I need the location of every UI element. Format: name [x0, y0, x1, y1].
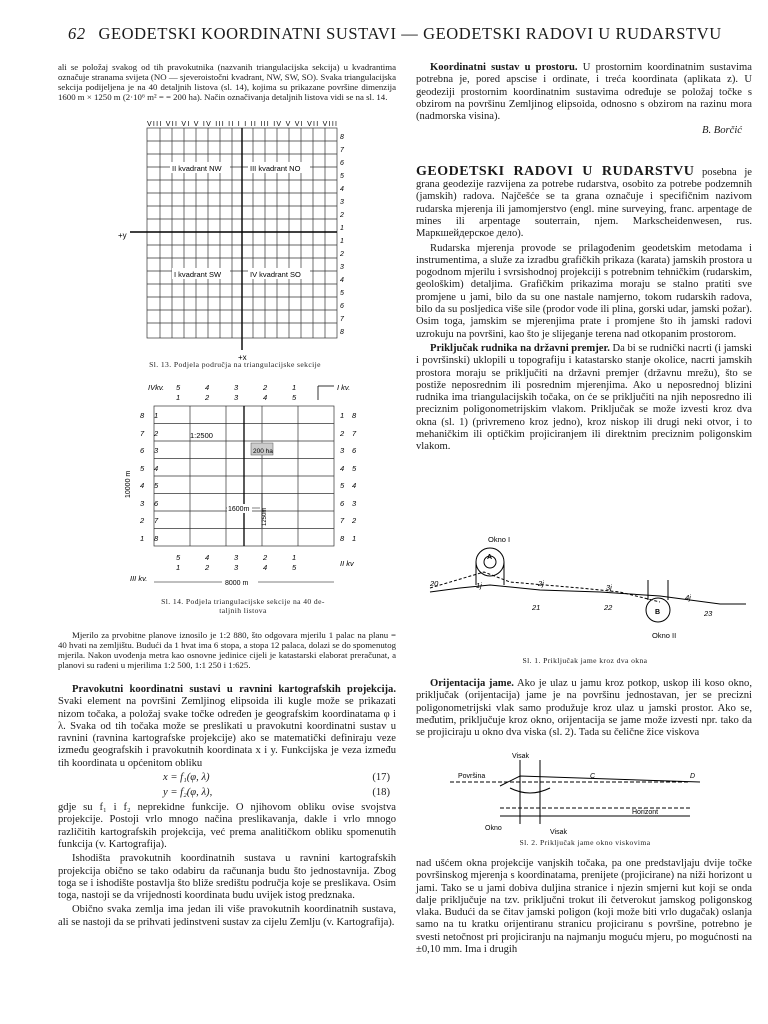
fig2-caption: Sl. 2. Priključak jame okno viskovima [519, 838, 651, 847]
svg-text:6: 6 [340, 303, 344, 310]
svg-text:2: 2 [140, 516, 145, 525]
orijentacija-body: Ako je ulaz u jamu kroz potkop, uskop ili koso okno, priključak (orijentacija) jame je na površinu jednostavan, jer se precizni poligonometrijski vlak samo produžuje kroz ulaz u jamski prostor. Ako se, međutim, priključuje kroz okno, orijentacija se jame može izvesti npr. tako da se projiciraju u okno dva viska (sl. 2). Tada su čelične žice viskova [416, 678, 752, 739]
right-bottom-text [416, 858, 752, 958]
page-header [68, 24, 748, 44]
svg-text:20: 20 [430, 579, 439, 588]
svg-text:6: 6 [140, 446, 145, 455]
equation-18 [58, 787, 396, 802]
figure-1 [420, 530, 750, 660]
pkss-body: Svaki element na površini Zemljinog elipsoida ili kugle može se prikazati nizom točaka, a položaj svake točke određen je geografskim koordinatama φ i λ. Svaka od tih točaka može se preslikati u pravokutni koordinatni sustav u ravnini (ravnina kartografske projekcije) ako se matematički definiraju veze između geografskih i pravokutnih koordinata x i y. Funkcijska je veza između tih koordinata u općenitom obliku [58, 696, 396, 769]
fig13-y-label: +y [118, 231, 127, 240]
mjerilo-text [58, 630, 396, 672]
fig13-q-so: IV kvadrant SO [250, 270, 301, 279]
svg-text:C: C [590, 773, 596, 780]
author-signature: B. Borčić [701, 125, 742, 137]
svg-text:8: 8 [154, 534, 159, 543]
svg-text:3: 3 [340, 199, 344, 206]
intro-text [58, 62, 396, 104]
svg-text:4: 4 [340, 186, 344, 193]
intro-paragraph: ali se položaj svakog od tih pravokutnika (nazvanih triangulacijska sekcija) u kvadrantima označuje stranama svijeta (NO — sjeveroistočni kvadrant, NW, SW, SO). Svaka triangulacijska sekcija podijeljena je na 40 detaljnih listova (sl. 14), kojima su prikazane površine dimenzija 1600 m × 1250 m (2·10⁶ m² = = 200 ha). Način označivanja detaljnih listova vidi se na sl. 14. [58, 62, 396, 102]
svg-text:7: 7 [340, 516, 345, 525]
fig14-ikv: I kv. [337, 383, 351, 392]
svg-text:4: 4 [154, 464, 159, 473]
svg-text:3: 3 [234, 393, 239, 402]
svg-text:7: 7 [340, 316, 344, 323]
fig14-caption [112, 597, 374, 615]
svg-text:6: 6 [340, 499, 345, 508]
svg-text:5: 5 [340, 290, 344, 297]
fig13-q-no: III kvadrant NO [250, 164, 301, 173]
right-top-text [416, 62, 752, 456]
svg-text:1: 1 [176, 393, 181, 402]
fig2-horizont: Horizont [632, 809, 659, 816]
fig14-iiikv: III kv. [130, 574, 148, 583]
zemlja-paragraph: Obično svaka zemlja ima jedan ili više pravokutnih koordinatnih sustava, ali se nastoji da se prihvati jedinstveni sustav za cijelu Zemlju (v. Kartografija). [58, 904, 396, 928]
svg-text:8: 8 [340, 134, 344, 141]
svg-text:3: 3 [340, 264, 344, 271]
equation-18-formula: y = f₂(φ, λ), [163, 787, 213, 799]
svg-text:5: 5 [154, 481, 159, 490]
fig2-visak-bottom: Visak [550, 829, 567, 836]
svg-text:8: 8 [352, 411, 357, 420]
mjerilo-paragraph: Mjerilo za prvobitne planove iznosilo je 1:2 880, što odgovara mjerilu 1 palac na planu = 40 hvati na zemljištu. Budući da 1 hvat ima 6 stopa, a stopa 12 palaca, dolazi se do spomenutog mjerila. Nakon uvođenja metra kao osnovne jedinice cijeli je katastarski elaborat preračunat, a planovi su rađeni u mjerilima 1:2 500, 1:1 250 i 1:625. [58, 630, 396, 670]
svg-text:4: 4 [263, 393, 268, 402]
fig14-h-label: 1250m [262, 507, 268, 526]
fig13-x-label: +x [238, 353, 247, 362]
svg-text:3: 3 [340, 446, 345, 455]
svg-text:6: 6 [340, 160, 344, 167]
svg-text:1: 1 [154, 411, 159, 420]
section-heading: GEODETSKI RADOVI U RUDARSTVU [416, 163, 695, 179]
svg-text:4j: 4j [685, 593, 691, 602]
svg-text:3: 3 [234, 383, 239, 392]
fig14-caption-line2: taljnih listova [219, 606, 267, 615]
fig1-caption: Sl. 1. Priključak jame kroz dva okna [522, 656, 648, 665]
svg-text:A: A [487, 554, 493, 561]
svg-text:23: 23 [704, 609, 713, 618]
svg-text:8: 8 [140, 411, 145, 420]
svg-text:2j: 2j [538, 579, 544, 588]
fig2-povrsina: Površina [458, 773, 486, 780]
svg-text:1: 1 [176, 563, 181, 572]
svg-text:1: 1 [140, 534, 145, 543]
pkss-heading: Pravokutni koordinatni sustavi u ravnini kartografskih projekcija. [72, 684, 396, 695]
fig14-total-h: 10000 m [125, 470, 132, 498]
svg-text:3: 3 [234, 553, 239, 562]
fig14-caption-line1: Sl. 14. Podjela triangulacijske sekcije na 40 de- [161, 597, 325, 606]
ishodista-paragraph: Ishodišta pravokutnih koordinatnih sustava u ravnini kartografskih projekcija obično se tako odabiru da računanja budu što jednostavnija. Zbog toga se i ishodište postavlja što bliže središtu područja koje se preslikava. Osim toga, nastoji se da vrijednosti koordinata budu uvijek istog predznaka. [58, 853, 396, 902]
svg-text:6: 6 [352, 446, 357, 455]
orijentacija-text [416, 678, 752, 741]
left-main-text [58, 684, 396, 931]
svg-text:2: 2 [340, 251, 344, 258]
page-number: 62 [68, 24, 86, 43]
svg-text:4: 4 [205, 383, 210, 392]
svg-text:7: 7 [140, 429, 145, 438]
svg-text:4: 4 [140, 481, 145, 490]
fig14-scale: 1:2500 [190, 431, 213, 440]
prikljucak-heading: Priključak rudnika na državni premjer. [430, 342, 610, 354]
svg-text:6: 6 [154, 499, 159, 508]
svg-text:2: 2 [154, 429, 159, 438]
svg-text:3: 3 [234, 563, 239, 572]
fig1-okno1: Okno I [488, 535, 511, 544]
svg-text:4: 4 [340, 464, 345, 473]
svg-text:2: 2 [263, 553, 268, 562]
fig13-roman-numerals: VIII VII VI V IV III II I I II III IV V VI VII VIII [147, 121, 337, 128]
equation-17-number: (17) [372, 772, 390, 784]
equation-17 [58, 772, 396, 787]
svg-text:7: 7 [340, 147, 344, 154]
svg-text:2: 2 [340, 212, 344, 219]
figure-13 [110, 118, 360, 368]
figure-14 [112, 378, 374, 593]
svg-text:4: 4 [263, 563, 268, 572]
fig13-caption: Sl. 13. Podjela područja na triangulacijske sekcije [149, 360, 321, 369]
fig13-q-nw: II kvadrant NW [172, 164, 222, 173]
kop-heading: Koordinatni sustav u prostoru. [430, 62, 578, 73]
svg-text:2: 2 [340, 429, 345, 438]
rudarska-paragraph: Rudarska mjerenja provode se prilagođenim geodetskim metodama i instrumentima, a služe za izradbu grafičkih prikaza (karata) jamskih prostora u pogodnom mjerilu i svrsishodnoj projekciji s potrebnim tehničkim (rudarskim, geološkim) detaljima. Grafičkim prikazima moraju se stalno pratiti sve promjene u jami, bilo da su one nastale namjerno, tokom rudarskih radova, bilo da su posljedica više sile (prodor vode ili plina, gorski udar, jamski požar). Osim toga, jamskim se mjerenjima prate i promjene što ih jamski radovi uzrokuju na površini, kao što je slijeganje terena nad otkopanim prostorom. [416, 242, 752, 340]
fig14-area: 200 ha [253, 448, 273, 455]
grr-body: posebna je grana geodezije razvijena za potrebe rudarstva, osobito za potrebe podzemnih (jamskih) radova. Najčešće se ta grana označuje i specifičnim nazivom rudarska mjerenja ili jamomjerstvo (engl. mine surveying, franc. arpentage de mines ili arpentage souterrain, njem. Markscheidenwesen, rus. Маркшейдерское дело). [416, 166, 752, 240]
last-paragraph: nad ušćem okna projekcije vanjskih točaka, pa one predstavljaju dvije točke površinskog mjerenja s koordinatama, prenijete (projicirane) na niži horizont u jami. Tako se u jami dobiva duljina stranice i njezin smjerni kut koji se onda dalje priključuje na tzv. priključni trokut ili četverokut jamskog poligonskog vlaka. Budući da se čitav jamski poligon (koji može biti vrlo dugačak) oslanja samo na tu kratku orijentiranu stranicu projiciranu s površine, potrebno je svesti netočnost pri projiciranju na najmanju moguću mjeru, po mogućnosti na ±0,10 mm. Ima i drugih [416, 858, 752, 956]
svg-text:5: 5 [340, 481, 345, 490]
svg-text:8: 8 [340, 534, 345, 543]
svg-text:2: 2 [352, 516, 357, 525]
prikljucak-body: Da bi se rudnički nacrti (i jamski i površinski) uklopili u topografiju i katastarsko stanje okolice, nacrti jamskih prostora moraju se priključiti na državni premjer (državnu mrežu), što se postiže neposrednim ili posrednim mjerenjima. Ako u neposrednoj blizini rudnika ima triangulacijskih točaka, on će se priključiti na njih neposredno ili preciznim poligonometrijskim vlakom. Priključak se može izvesti kroz dva okna (sl. 1) (privremeno kroz jedno), kroz niskop ili drugi neki otvor, i to mehaničkim ili optičkim projiciranjem ili direktnim preciznim poligonskim vlakom. [416, 342, 752, 453]
equation-17-formula: x = f₁(φ, λ) [163, 772, 210, 784]
svg-text:2: 2 [205, 563, 210, 572]
svg-text:5: 5 [176, 383, 181, 392]
svg-text:7: 7 [352, 429, 357, 438]
running-title: GEODETSKI KOORDINATNI SUSTAVI — GEODETSKI RADOVI U RUDARSTVU [98, 24, 722, 43]
svg-text:5: 5 [340, 173, 344, 180]
fig1-okno2: Okno II [652, 631, 677, 640]
after-equation-paragraph: gdje su f₁ i f₂ neprekidne funkcije. O njihovom obliku ovise svojstva projekcije. Postoji vrlo mnogo načina preslikavanja, dakle i vrlo mnogo različitih kartografskih projekcija, već prema analitičkom obliku spomenutih funkcija (v. Kartografija). [58, 802, 396, 850]
svg-text:1: 1 [352, 534, 357, 543]
svg-text:5: 5 [292, 563, 297, 572]
kop-body: U prostornim koordinatnim sustavima potrebna je, pored apscise i ordinate, i treća koordinata (aplikata z). U geodeziji prostornim koordinatnim sustavima određuje se položaj točke s obzirom na površinu Zemljinog elipsoida, odnosno s obzirom na razinu mora (nadmorska visina). [416, 62, 752, 123]
svg-text:1: 1 [292, 383, 297, 392]
svg-text:3: 3 [140, 499, 145, 508]
fig2-visak: Visak [512, 753, 529, 760]
fig13-q-sw: I kvadrant SW [174, 270, 222, 279]
svg-text:2: 2 [205, 393, 210, 402]
svg-text:1: 1 [340, 411, 345, 420]
svg-text:5: 5 [176, 553, 181, 562]
fig14-iikv: II kv [340, 559, 354, 568]
fig14-w-label: 1600m [228, 506, 250, 513]
svg-text:5: 5 [292, 393, 297, 402]
svg-text:21: 21 [532, 603, 541, 612]
fig2-okno: Okno [485, 825, 502, 832]
fig14-total-w: 8000 m [225, 580, 249, 587]
svg-text:2: 2 [263, 383, 268, 392]
svg-text:4: 4 [352, 481, 357, 490]
fig14-ivkv: IVkv. [148, 383, 165, 392]
svg-text:5: 5 [140, 464, 145, 473]
svg-text:3: 3 [352, 499, 357, 508]
orijentacija-heading: Orijentacija jame. [430, 678, 514, 689]
svg-text:8: 8 [340, 329, 344, 336]
svg-text:4: 4 [205, 553, 210, 562]
svg-text:4: 4 [340, 277, 344, 284]
figure-2 [440, 748, 740, 838]
svg-text:7: 7 [154, 516, 159, 525]
svg-text:3j: 3j [606, 583, 612, 592]
svg-text:22: 22 [604, 603, 613, 612]
svg-text:3: 3 [154, 446, 159, 455]
svg-text:1: 1 [340, 225, 344, 232]
equation-18-number: (18) [372, 787, 390, 799]
svg-text:1: 1 [340, 238, 344, 245]
svg-text:D: D [690, 773, 696, 780]
svg-text:5: 5 [352, 464, 357, 473]
svg-text:1j: 1j [476, 581, 482, 590]
svg-text:B: B [655, 609, 661, 616]
svg-text:1: 1 [292, 553, 297, 562]
